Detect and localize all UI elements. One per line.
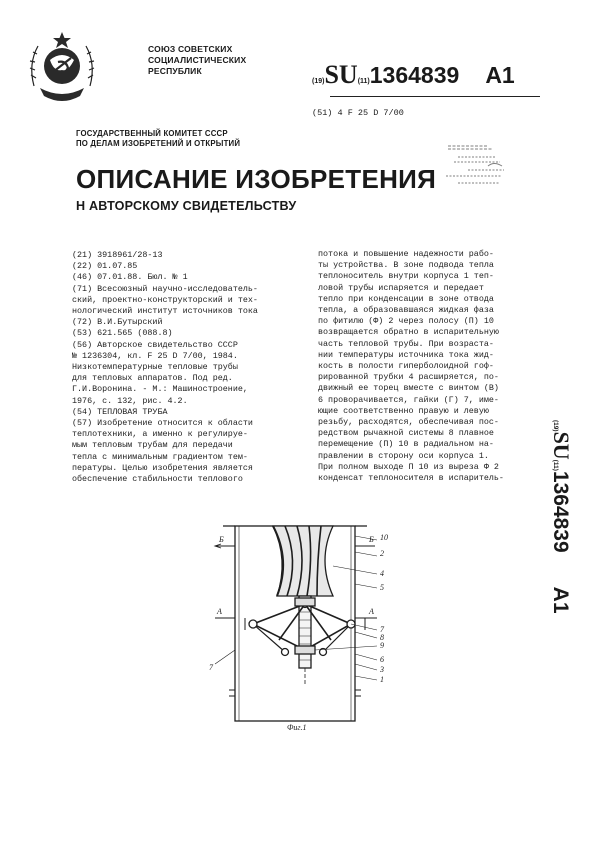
text-line: теплотехники, а именно к регулируе- <box>72 429 248 440</box>
text-line: (72) В.И.Бутырский <box>72 317 163 328</box>
text-line: Низкотемпературные тепловые трубы <box>72 362 238 373</box>
text-line: для тепловых аппаратов. Под ред. <box>72 373 233 384</box>
union-name-line-1: СОЮЗ СОВЕТСКИХ <box>148 44 233 54</box>
text-line: редством рычажной системы 8 плавное <box>318 428 494 439</box>
text-line: мым тепловым трубам для передачи <box>72 440 233 451</box>
part-label: 9 <box>380 641 384 650</box>
section-label: А <box>369 607 374 616</box>
text-line: тепла, а образовавшаяся жидкая фаза <box>318 305 494 316</box>
union-name-line-3: РЕСПУБЛИК <box>148 66 202 76</box>
patent-kind: A1 <box>485 62 515 88</box>
text-line: теплоноситель внутри корпуса 1 теп- <box>318 271 494 282</box>
part-label: 4 <box>380 569 384 578</box>
part-label: 7 <box>380 625 384 634</box>
part-label: 6 <box>380 655 384 664</box>
section-label: А <box>217 607 222 616</box>
text-line: 1976, с. 132, рис. 4.2. <box>72 395 188 406</box>
side-country: SU <box>549 431 574 460</box>
figure-caption: Фиг.1 <box>287 723 307 732</box>
text-line: обеспечение стабильности теплового <box>72 474 243 485</box>
patent-code-19: (19) <box>312 78 325 85</box>
text-line: ский, проектно-конструкторский и тех- <box>72 294 258 305</box>
document-title: ОПИСАНИЕ ИЗОБРЕТЕНИЯ <box>76 164 437 194</box>
text-line: (54) ТЕПЛОВАЯ ТРУБА <box>72 406 168 417</box>
text-line: (56) Авторское свидетельство СССР <box>72 339 238 350</box>
text-line: Г.И.Воронина. - М.: Машиностроение, <box>72 384 248 395</box>
text-line: ющие соответственно правую и левую <box>318 405 489 416</box>
part-label: 10 <box>380 533 388 542</box>
section-label: Б <box>369 535 374 544</box>
text-line: тепло при конденсации в зоне отвода <box>318 293 494 304</box>
heat-pipe-figure <box>205 500 545 735</box>
side-kind: A1 <box>549 586 572 614</box>
committee-line-2: ПО ДЕЛАМ ИЗОБРЕТЕНИЙ И ОТКРЫТИЙ <box>76 139 241 148</box>
text-line: (21) 3918961/28-13 <box>72 250 163 260</box>
part-label: 1 <box>380 675 384 684</box>
text-line: (22) 01.07.85 <box>72 261 138 272</box>
text-line: потока и повышение надежности рабо- <box>318 249 494 259</box>
text-line: возвращается обратно в испарительную <box>318 327 499 338</box>
patent-code-11: (11) <box>357 78 370 85</box>
side-number: 1364839 <box>549 470 572 553</box>
text-line: пературы. Целью изобретения является <box>72 462 253 473</box>
text-line: нии температуры источника тока жид- <box>318 349 494 360</box>
union-name-line-2: СОЦИАЛИСТИЧЕСКИХ <box>148 55 247 65</box>
text-line: (71) Всесоюзный научно-исследователь- <box>72 283 258 294</box>
text-line: перемещение (П) 10 в радиальном на- <box>318 439 494 450</box>
divider <box>330 96 540 97</box>
text-line: резьбу, расходятся, обеспечивая пос- <box>318 417 499 428</box>
patent-number-value: 1364839 <box>369 62 460 88</box>
part-label: 5 <box>380 583 384 592</box>
text-line: нологический институт источников тока <box>72 306 258 317</box>
side-code-11: (11) <box>552 459 559 471</box>
committee-name <box>76 129 306 149</box>
text-line: ловой трубы испаряется и передает <box>318 282 484 293</box>
side-code-19: (19) <box>552 420 559 432</box>
text-line: (53) 621.565 (088.8) <box>72 328 173 339</box>
text-line: правлении в сторону оси корпуса 1. <box>318 450 489 461</box>
ipc-classification: (51) 4 F 25 D 7/00 <box>312 108 404 118</box>
committee-line-1: ГОСУДАРСТВЕННЫЙ КОМИТЕТ СССР <box>76 129 228 138</box>
text-line: движный ее торец вместе с винтом (В) <box>318 383 499 394</box>
patent-country: SU <box>324 60 358 89</box>
text-line: рированной трубки 4 расширяется, по- <box>318 372 499 383</box>
part-label: 7 <box>209 663 213 672</box>
text-line: ты устройства. В зоне подвода тепла <box>318 260 494 271</box>
right-column <box>318 249 546 484</box>
text-line: 6 проворачивается, гайки (Г) 7, име- <box>318 394 499 405</box>
text-line: часть тепловой трубы. При возраста- <box>318 338 494 349</box>
text-line: При полном выходе П 10 из выреза Ф 2 <box>318 461 499 472</box>
text-line: кость в полости гиперболоидной гоф- <box>318 361 494 372</box>
patent-number <box>312 60 592 96</box>
text-line: (57) Изобретение относится к области <box>72 418 253 429</box>
left-column <box>72 250 308 485</box>
section-label: Б <box>219 535 224 544</box>
part-label: 8 <box>380 633 384 642</box>
text-line: № 1236304, кл. F 25 D 7/00, 1984. <box>72 350 238 361</box>
text-line: (46) 07.01.88. Бюл. № 1 <box>72 272 188 283</box>
part-label: 3 <box>380 665 384 674</box>
library-stamp-icon <box>418 140 543 195</box>
ussr-emblem-icon <box>22 28 102 108</box>
document-subtitle: Н АВТОРСКОМУ СВИДЕТЕЛЬСТВУ <box>76 199 297 213</box>
text-line: по фитилю (Ф) 2 через полосу (П) 10 <box>318 316 494 327</box>
union-name <box>148 44 298 77</box>
part-label: 2 <box>380 549 384 558</box>
text-line: тепла с минимальным градиентом тем- <box>72 451 248 462</box>
text-line: конденсат теплоносителя в испаритель- <box>318 473 504 484</box>
